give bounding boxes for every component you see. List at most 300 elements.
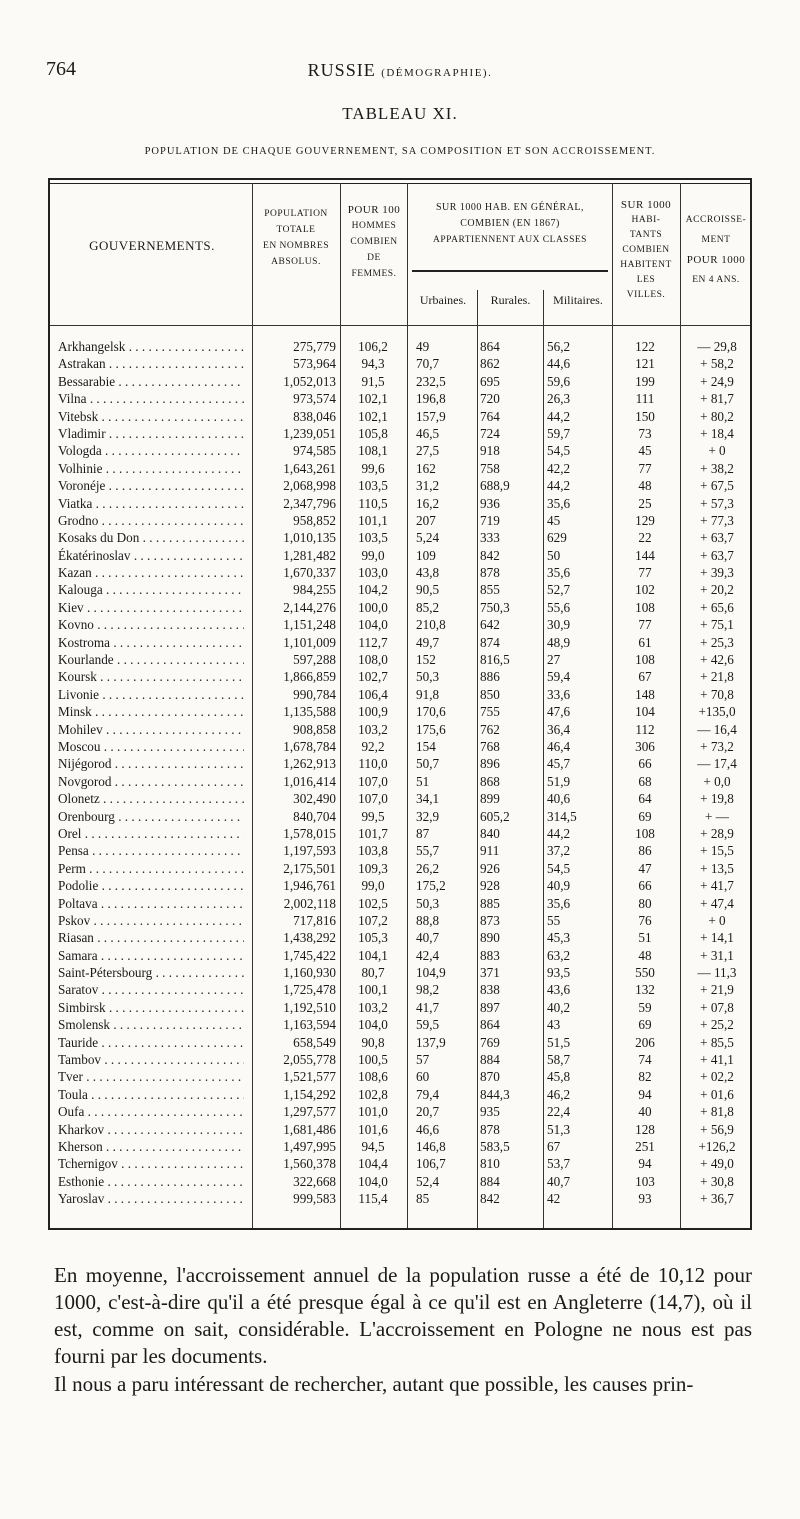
militaires-cell: 51,5 <box>547 1034 571 1050</box>
table-row <box>50 668 750 685</box>
rurales-cell: 935 <box>480 1104 500 1120</box>
militaires-cell: 43,6 <box>547 982 571 998</box>
femmes-cell: 102,1 <box>358 408 388 424</box>
urbaines-cell: 46,6 <box>416 1121 440 1137</box>
villes-cell: 132 <box>635 982 655 998</box>
classes-rule <box>412 270 608 272</box>
urbaines-cell: 175,2 <box>416 878 446 894</box>
militaires-cell: 59,4 <box>547 669 571 685</box>
population-cell: 1,643,261 <box>283 460 336 476</box>
accroissement-cell: — 29,8 <box>697 339 737 354</box>
urbaines-cell: 90,5 <box>416 582 440 598</box>
urbaines-cell: 196,8 <box>416 391 446 407</box>
villes-cell: 67 <box>638 669 652 685</box>
table-row <box>50 547 750 564</box>
villes-cell: 77 <box>638 565 652 581</box>
gouvernement-cell: Kalouga . . . <box>58 581 244 598</box>
militaires-cell: 44,2 <box>547 408 571 424</box>
table-row <box>50 895 750 912</box>
gouvernement-cell: Arkhangelsk . . . <box>58 338 244 355</box>
table-row <box>50 721 750 738</box>
page-header <box>46 58 754 88</box>
gouvernement-cell: Bessarabie . . . <box>58 373 244 390</box>
militaires-cell: 52,7 <box>547 582 571 598</box>
population-cell: 1,262,913 <box>283 756 336 772</box>
villes-cell: 77 <box>638 460 652 476</box>
running-title-sub: (DÉMOGRAPHIE). <box>381 67 493 79</box>
population-cell: 840,704 <box>293 808 336 824</box>
villes-cell: 121 <box>635 356 655 372</box>
accroissement-cell: +135,0 <box>698 704 736 720</box>
population-cell: 302,490 <box>293 791 336 807</box>
gouvernement-cell: Kourlande . . . <box>58 651 244 668</box>
accroissement-cell: + 0 <box>708 912 726 928</box>
militaires-cell: 93,5 <box>547 965 571 981</box>
table-row <box>50 686 750 703</box>
rurales-cell: 642 <box>480 617 500 633</box>
militaires-cell: 54,5 <box>547 443 571 459</box>
militaires-cell: 47,6 <box>547 704 571 720</box>
accroissement-cell: + 85,5 <box>700 1034 734 1050</box>
villes-cell: 111 <box>635 391 655 407</box>
accroissement-cell: + 67,5 <box>700 478 734 494</box>
urbaines-cell: 16,2 <box>416 495 440 511</box>
table-row <box>50 512 750 529</box>
femmes-cell: 104,0 <box>358 1017 388 1033</box>
militaires-cell: 45,7 <box>547 756 571 772</box>
urbaines-cell: 154 <box>416 738 436 754</box>
population-cell: 1,160,930 <box>283 965 336 981</box>
rurales-cell: 768 <box>480 738 500 754</box>
femmes-cell: 104,0 <box>358 617 388 633</box>
table-row <box>50 1121 750 1138</box>
urbaines-cell: 157,9 <box>416 408 446 424</box>
rurales-cell: 878 <box>480 565 500 581</box>
population-cell: 2,144,276 <box>283 599 336 615</box>
header-gouvernements: GOUVERNEMENTS. <box>89 238 215 253</box>
header-femmes: POUR 100 HOMMES COMBIEN DE FEMMES. <box>347 204 401 279</box>
urbaines-cell: 26,2 <box>416 860 440 876</box>
gouvernement-cell: Tver . . . <box>58 1068 244 1085</box>
rurales-cell: 750,3 <box>480 599 510 615</box>
gouvernement-cell: Grodno . . . <box>58 512 244 529</box>
table-row <box>50 929 750 946</box>
militaires-cell: 67 <box>547 1138 561 1154</box>
urbaines-cell: 98,2 <box>416 982 440 998</box>
accroissement-cell: + 81,8 <box>700 1104 734 1120</box>
gouvernement-cell: Smolensk . . . <box>58 1016 244 1033</box>
urbaines-cell: 31,2 <box>416 478 440 494</box>
femmes-cell: 110,0 <box>358 756 388 772</box>
militaires-cell: 37,2 <box>547 843 571 859</box>
table-row <box>50 616 750 633</box>
table-title: TABLEAU XI. <box>342 104 458 123</box>
rurales-cell: 926 <box>480 860 500 876</box>
urbaines-cell: 91,8 <box>416 686 440 702</box>
villes-cell: 112 <box>635 721 655 737</box>
villes-cell: 69 <box>638 808 652 824</box>
militaires-cell: 45 <box>547 512 561 528</box>
militaires-cell: 22,4 <box>547 1104 571 1120</box>
table-row <box>50 390 750 407</box>
rurales-cell: 868 <box>480 773 500 789</box>
population-cell: 322,668 <box>293 1173 336 1189</box>
header-rurales: Rurales. <box>490 293 531 307</box>
villes-cell: 128 <box>635 1121 655 1137</box>
femmes-cell: 103,5 <box>358 478 388 494</box>
villes-cell: 61 <box>638 634 652 650</box>
population-cell: 275,779 <box>293 339 336 354</box>
femmes-cell: 104,4 <box>358 1156 388 1172</box>
rurales-cell: 769 <box>480 1034 500 1050</box>
villes-cell: 45 <box>638 443 652 459</box>
accroissement-cell: + 19,8 <box>700 791 734 807</box>
population-cell: 1,197,593 <box>283 843 336 859</box>
accroissement-cell: + 21,9 <box>700 982 734 998</box>
militaires-cell: 43 <box>547 1017 561 1033</box>
gouvernement-cell: Ékatérinoslav . . . <box>58 547 244 564</box>
accroissement-cell: — 11,3 <box>697 965 737 981</box>
population-cell: 1,154,292 <box>283 1086 336 1102</box>
table-row <box>50 981 750 998</box>
femmes-cell: 101,6 <box>358 1121 388 1137</box>
villes-cell: 59 <box>638 999 652 1015</box>
accroissement-cell: + 18,4 <box>700 425 734 441</box>
rurales-cell: 870 <box>480 1069 500 1085</box>
table-row <box>50 634 750 651</box>
rurales-cell: 936 <box>480 495 500 511</box>
population-cell: 973,574 <box>293 391 336 407</box>
militaires-cell: 55 <box>547 912 561 928</box>
accroissement-cell: + 75,1 <box>700 617 734 633</box>
militaires-cell: 35,6 <box>547 895 571 911</box>
gouvernement-cell: Viatka . . . <box>58 495 244 512</box>
gouvernement-cell: Simbirsk . . . <box>58 999 244 1016</box>
militaires-cell: 42 <box>547 1191 561 1207</box>
gouvernement-cell: Kostroma . . . <box>58 634 244 651</box>
militaires-cell: 48,9 <box>547 634 571 650</box>
rurales-cell: 918 <box>480 443 500 459</box>
table-row <box>50 529 750 546</box>
villes-cell: 40 <box>638 1104 652 1120</box>
urbaines-cell: 50,3 <box>416 895 440 911</box>
rurales-cell: 864 <box>480 339 500 354</box>
population-cell: 2,002,118 <box>283 895 336 911</box>
rurales-cell: 899 <box>480 791 500 807</box>
femmes-cell: 115,4 <box>358 1191 388 1207</box>
gouvernement-cell: Toula . . . <box>58 1086 244 1103</box>
population-cell: 1,866,859 <box>283 669 336 685</box>
villes-cell: 94 <box>638 1086 652 1102</box>
table-row <box>50 442 750 459</box>
rurales-cell: 884 <box>480 1173 500 1189</box>
population-cell: 2,175,501 <box>283 860 336 876</box>
villes-cell: 129 <box>635 512 655 528</box>
table-row <box>50 1016 750 1033</box>
gouvernement-cell: Novgorod . . . <box>58 773 244 790</box>
militaires-cell: 46,4 <box>547 738 571 754</box>
femmes-cell: 102,7 <box>358 669 388 685</box>
rurales-cell: 842 <box>480 1191 500 1207</box>
gouvernement-cell: Samara . . . <box>58 947 244 964</box>
population-cell: 1,745,422 <box>283 947 336 963</box>
accroissement-cell: + 15,5 <box>700 843 734 859</box>
militaires-cell: 59,6 <box>547 373 571 389</box>
table-row <box>50 1155 750 1172</box>
header-accroissement: ACCROISSE- MENT POUR 1000 EN 4 ANS. <box>685 215 747 285</box>
urbaines-cell: 137,9 <box>416 1034 446 1050</box>
gouvernement-cell: Saint-Pétersbourg . . . <box>58 964 244 981</box>
population-cell: 1,678,784 <box>283 738 336 754</box>
villes-cell: 73 <box>638 425 652 441</box>
militaires-cell: 40,2 <box>547 999 571 1015</box>
population-cell: 990,784 <box>293 686 336 702</box>
gouvernement-cell: Kherson . . . <box>58 1138 244 1155</box>
accroissement-cell: + 36,7 <box>700 1191 734 1207</box>
femmes-cell: 99,5 <box>361 808 385 824</box>
gouvernement-cell: Vladimir . . . <box>58 425 244 442</box>
accroissement-cell: + 81,7 <box>700 391 734 407</box>
accroissement-cell: — 17,4 <box>697 756 737 772</box>
militaires-cell: 45,3 <box>547 930 571 946</box>
rurales-cell: 911 <box>480 843 500 859</box>
rurales-cell: 840 <box>480 825 500 841</box>
militaires-cell: 27 <box>547 652 561 668</box>
rurales-cell: 862 <box>480 356 500 372</box>
urbaines-cell: 70,7 <box>416 356 440 372</box>
population-cell: 2,068,998 <box>283 478 336 494</box>
gouvernement-cell: Orenbourg . . . <box>58 808 244 825</box>
accroissement-cell: + 38,2 <box>700 460 734 476</box>
running-title-main: RUSSIE <box>307 60 376 80</box>
accroissement-cell: + 63,7 <box>700 530 734 546</box>
table-row <box>50 773 750 790</box>
villes-cell: 93 <box>638 1191 652 1207</box>
table-row <box>50 703 750 720</box>
femmes-cell: 108,0 <box>358 652 388 668</box>
urbaines-cell: 175,6 <box>416 721 446 737</box>
femmes-cell: 102,8 <box>358 1086 388 1102</box>
urbaines-cell: 104,9 <box>416 965 446 981</box>
gouvernement-cell: Mohilev . . . <box>58 721 244 738</box>
gouvernement-cell: Pensa . . . <box>58 842 244 859</box>
rurales-cell: 884 <box>480 1052 500 1068</box>
rurales-cell: 755 <box>480 704 500 720</box>
population-cell: 838,046 <box>293 408 336 424</box>
femmes-cell: 105,8 <box>358 425 388 441</box>
villes-cell: 48 <box>638 947 652 963</box>
table-row <box>50 1173 750 1190</box>
accroissement-cell: + — <box>705 808 729 824</box>
population-cell: 908,858 <box>293 721 336 737</box>
accroissement-cell: + 42,6 <box>700 652 734 668</box>
gouvernement-cell: Kiev . . . <box>58 599 244 616</box>
villes-cell: 86 <box>638 843 652 859</box>
population-cell: 1,681,486 <box>283 1121 336 1137</box>
militaires-cell: 33,6 <box>547 686 571 702</box>
table-row <box>50 651 750 668</box>
table-row <box>50 1051 750 1068</box>
gouvernement-cell: Volhinie . . . <box>58 460 244 477</box>
villes-cell: 25 <box>638 495 652 511</box>
accroissement-cell: + 80,2 <box>700 408 734 424</box>
femmes-cell: 92,2 <box>361 738 385 754</box>
gouvernement-cell: Orel . . . <box>58 825 244 842</box>
urbaines-cell: 146,8 <box>416 1138 446 1154</box>
militaires-cell: 40,7 <box>547 1173 571 1189</box>
rurales-cell: 855 <box>480 582 500 598</box>
femmes-cell: 106,2 <box>358 339 388 354</box>
militaires-cell: 35,6 <box>547 495 571 511</box>
population-cell: 1,192,510 <box>283 999 336 1015</box>
femmes-cell: 101,1 <box>358 512 388 528</box>
urbaines-cell: 46,5 <box>416 425 440 441</box>
rurales-cell: 864 <box>480 1017 500 1033</box>
table-row <box>50 860 750 877</box>
femmes-cell: 107,2 <box>358 912 388 928</box>
villes-cell: 66 <box>638 878 652 894</box>
villes-cell: 102 <box>635 582 655 598</box>
population-cell: 999,583 <box>293 1191 336 1207</box>
table-row <box>50 425 750 442</box>
militaires-cell: 51,9 <box>547 773 571 789</box>
gouvernement-cell: Kharkov . . . <box>58 1121 244 1138</box>
femmes-cell: 103,0 <box>358 565 388 581</box>
femmes-cell: 100,5 <box>358 1052 388 1068</box>
militaires-cell: 44,2 <box>547 478 571 494</box>
femmes-cell: 100,1 <box>358 982 388 998</box>
urbaines-cell: 43,8 <box>416 565 440 581</box>
accroissement-cell: + 47,4 <box>700 895 734 911</box>
urbaines-cell: 34,1 <box>416 791 440 807</box>
accroissement-cell: + 41,7 <box>700 878 734 894</box>
accroissement-cell: + 0 <box>708 443 726 459</box>
femmes-cell: 90,8 <box>361 1034 385 1050</box>
urbaines-cell: 51 <box>416 773 430 789</box>
rurales-cell: 688,9 <box>480 478 510 494</box>
femmes-cell: 100,9 <box>358 704 388 720</box>
accroissement-cell: + 41,1 <box>700 1052 734 1068</box>
urbaines-cell: 49,7 <box>416 634 440 650</box>
urbaines-cell: 20,7 <box>416 1104 440 1120</box>
urbaines-cell: 60 <box>416 1069 430 1085</box>
urbaines-cell: 232,5 <box>416 373 446 389</box>
femmes-cell: 102,5 <box>358 895 388 911</box>
table-row <box>50 738 750 755</box>
gouvernement-cell: Tauride . . . <box>58 1034 244 1051</box>
urbaines-cell: 79,4 <box>416 1086 440 1102</box>
running-title <box>46 60 754 81</box>
gouvernement-cell: Kazan . . . <box>58 564 244 581</box>
population-cell: 1,135,588 <box>283 704 336 720</box>
militaires-cell: 35,6 <box>547 565 571 581</box>
accroissement-cell: + 14,1 <box>700 930 734 946</box>
table-row <box>50 599 750 616</box>
urbaines-cell: 88,8 <box>416 912 440 928</box>
urbaines-cell: 170,6 <box>416 704 446 720</box>
rurales-cell: 886 <box>480 669 500 685</box>
villes-cell: 51 <box>638 930 652 946</box>
militaires-cell: 53,7 <box>547 1156 571 1172</box>
villes-cell: 103 <box>635 1173 655 1189</box>
header-rule <box>50 325 750 326</box>
table-row <box>50 355 750 372</box>
militaires-cell: 629 <box>547 530 567 546</box>
militaires-cell: 30,9 <box>547 617 571 633</box>
femmes-cell: 112,7 <box>358 634 388 650</box>
femmes-cell: 107,0 <box>358 791 388 807</box>
femmes-cell: 110,5 <box>358 495 388 511</box>
accroissement-cell: + 63,7 <box>700 547 734 563</box>
accroissement-cell: + 56,9 <box>700 1121 734 1137</box>
urbaines-cell: 162 <box>416 460 436 476</box>
villes-cell: 69 <box>638 1017 652 1033</box>
militaires-cell: 55,6 <box>547 599 571 615</box>
gouvernement-cell: Olonetz . . . <box>58 790 244 807</box>
table-row <box>50 1138 750 1155</box>
villes-cell: 94 <box>638 1156 652 1172</box>
gouvernement-cell: Nijégorod . . . <box>58 755 244 772</box>
militaires-cell: 50 <box>547 547 561 563</box>
urbaines-cell: 50,7 <box>416 756 440 772</box>
villes-cell: 144 <box>635 547 655 563</box>
header-militaires: Militaires. <box>553 293 603 307</box>
urbaines-cell: 57 <box>416 1052 430 1068</box>
militaires-cell: 314,5 <box>547 808 577 824</box>
population-cell: 1,163,594 <box>283 1017 336 1033</box>
femmes-cell: 80,7 <box>361 965 385 981</box>
table-subtitle: POPULATION DE CHAQUE GOUVERNEMENT, SA COMPOSITION ET SON ACCROISSEMENT. <box>144 146 656 157</box>
villes-cell: 306 <box>635 738 655 754</box>
urbaines-cell: 55,7 <box>416 843 440 859</box>
femmes-cell: 101,7 <box>358 825 388 841</box>
urbaines-cell: 210,8 <box>416 617 446 633</box>
population-cell: 597,288 <box>293 652 336 668</box>
militaires-cell: 44,6 <box>547 356 571 372</box>
table-row <box>50 1190 750 1207</box>
militaires-cell: 45,8 <box>547 1069 571 1085</box>
gouvernement-cell: Koursk . . . <box>58 668 244 685</box>
table-row <box>50 373 750 390</box>
table-row <box>50 825 750 842</box>
population-cell: 974,585 <box>293 443 336 459</box>
femmes-cell: 105,3 <box>358 930 388 946</box>
rurales-cell: 890 <box>480 930 500 946</box>
femmes-cell: 104,1 <box>358 947 388 963</box>
population-cell: 1,016,414 <box>283 773 336 789</box>
population-cell: 1,281,482 <box>283 547 336 563</box>
urbaines-cell: 109 <box>416 547 436 563</box>
gouvernement-cell: Saratov . . . <box>58 981 244 998</box>
table-row <box>50 581 750 598</box>
population-cell: 1,560,378 <box>283 1156 336 1172</box>
rurales-cell: 816,5 <box>480 652 510 668</box>
accroissement-cell: — 16,4 <box>697 721 737 737</box>
accroissement-cell: + 70,8 <box>700 686 734 702</box>
villes-cell: 108 <box>635 599 655 615</box>
accroissement-cell: + 07,8 <box>700 999 734 1015</box>
rurales-cell: 885 <box>480 895 500 911</box>
accroissement-cell: + 28,9 <box>700 825 734 841</box>
table-row <box>50 947 750 964</box>
table-row <box>50 408 750 425</box>
femmes-cell: 103,5 <box>358 530 388 546</box>
population-cell: 658,549 <box>293 1034 336 1050</box>
table-row <box>50 1103 750 1120</box>
gouvernement-cell: Moscou . . . <box>58 738 244 755</box>
villes-cell: 150 <box>635 408 655 424</box>
gouvernement-cell: Riasan . . . <box>58 929 244 946</box>
